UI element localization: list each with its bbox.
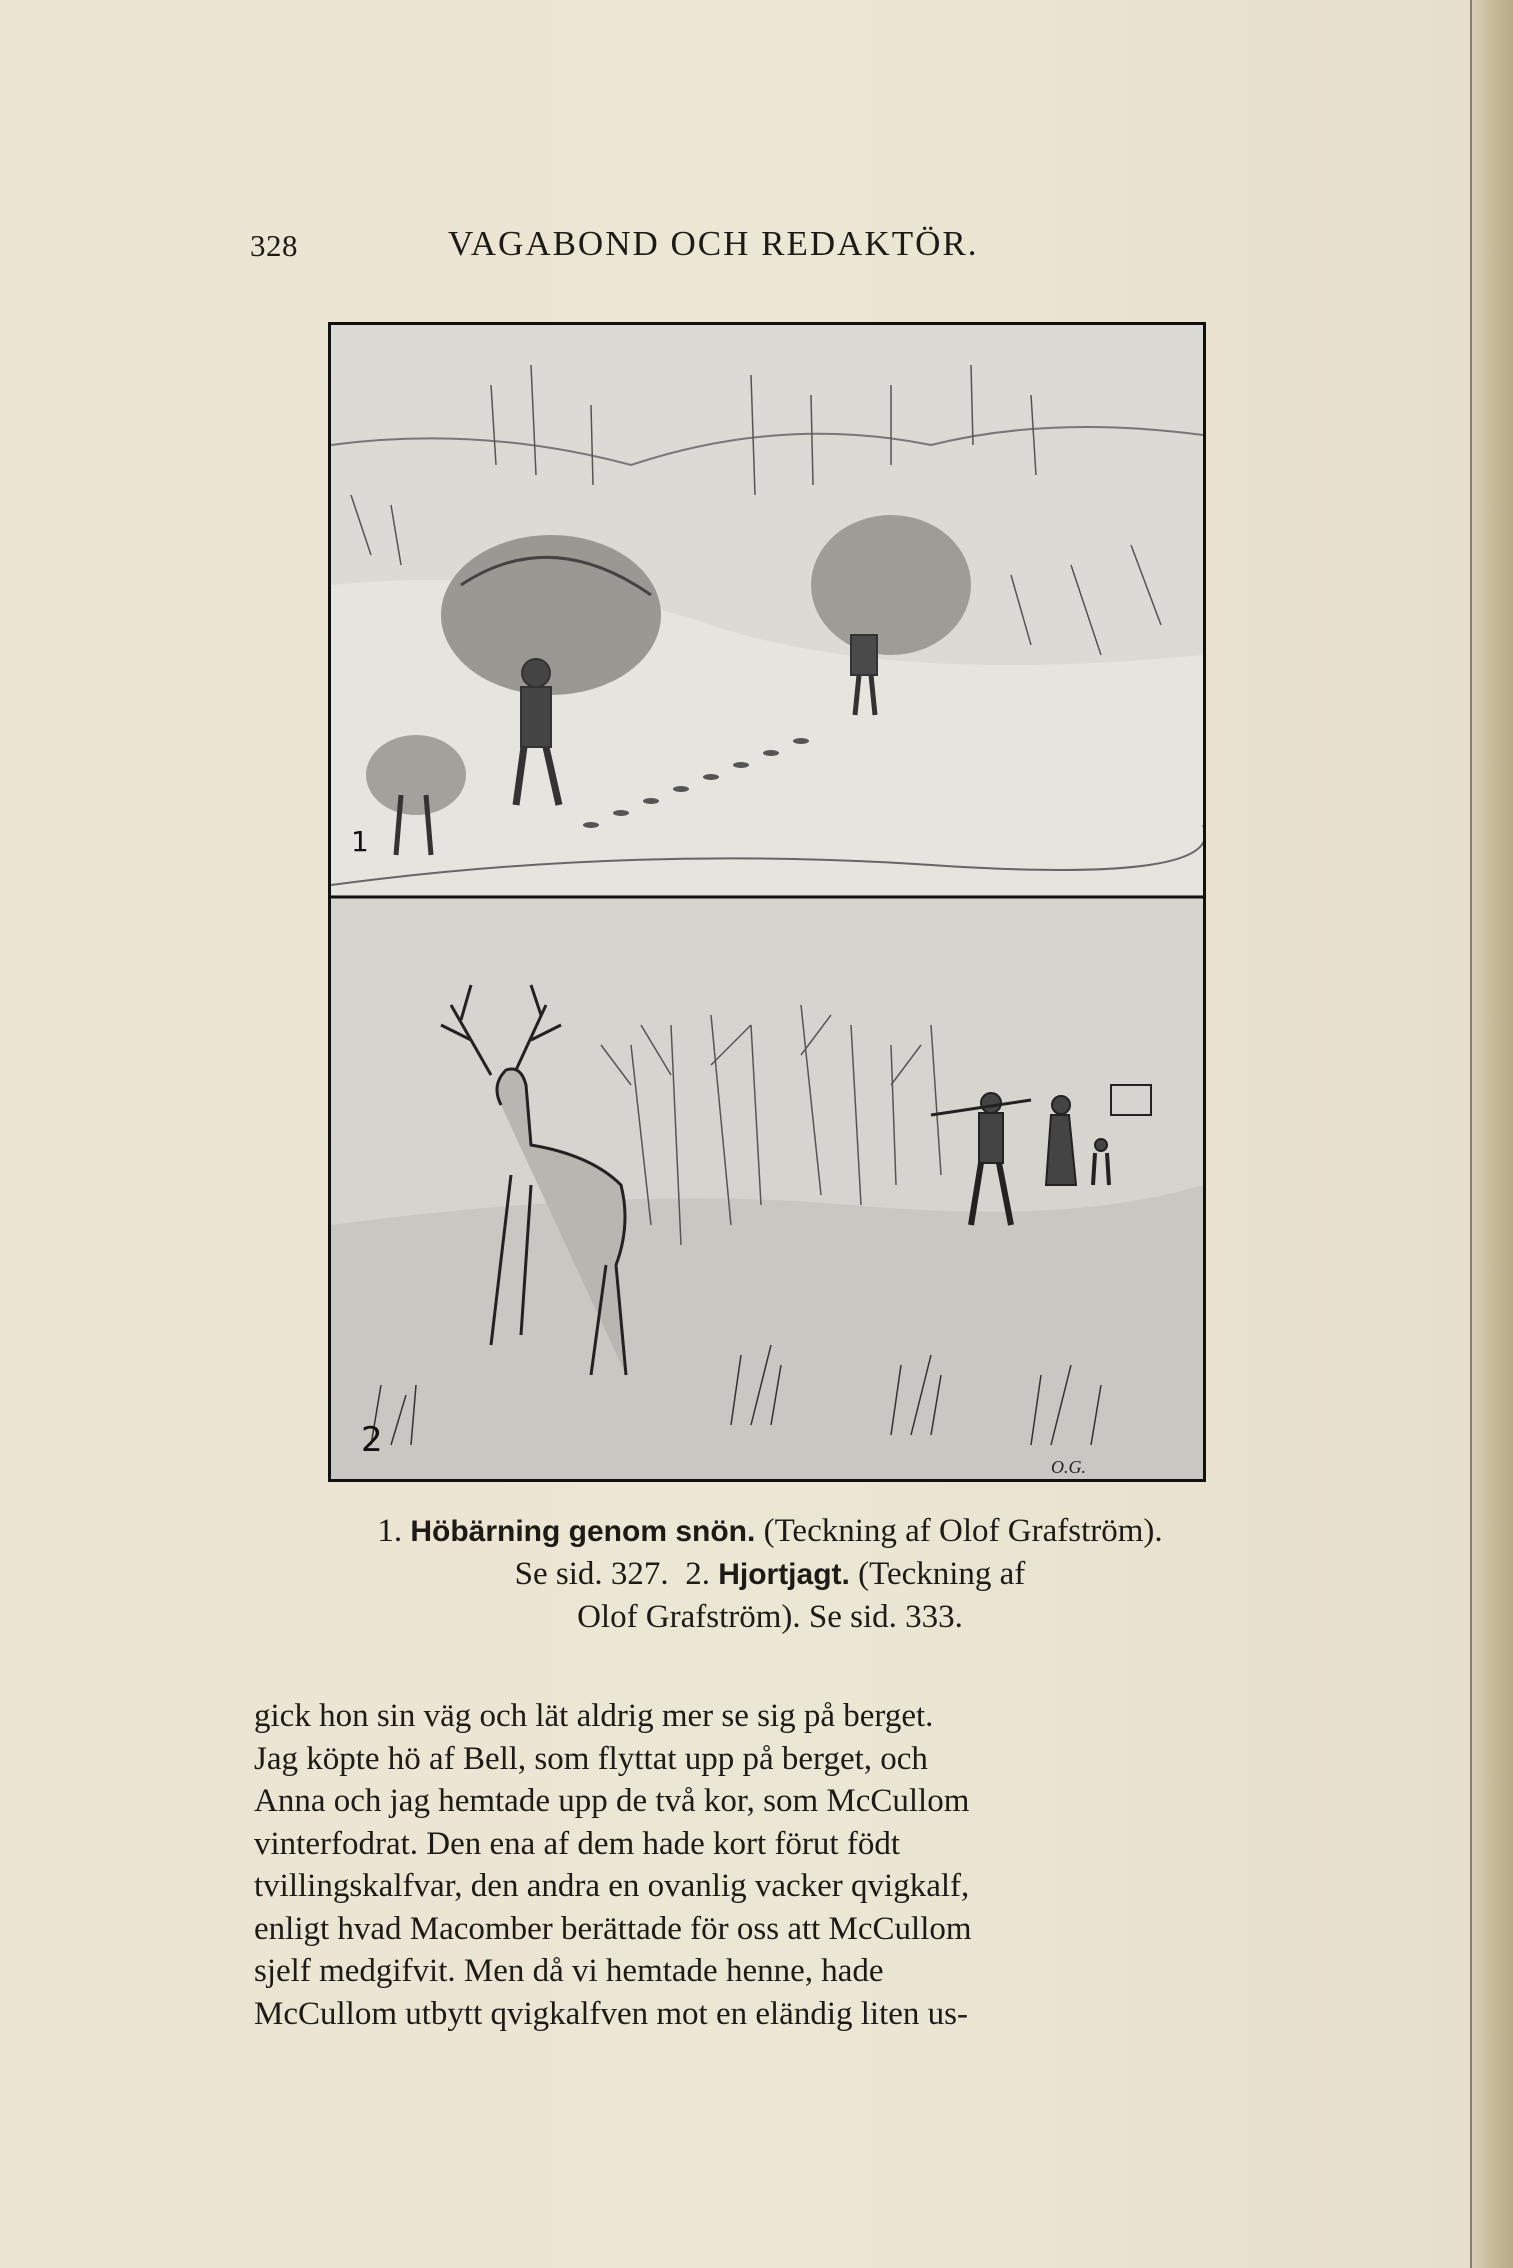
text-line: Jag köpte hö af Bell, som flyttat upp på berget, och (254, 1740, 928, 1777)
panel-1-label: 1 (351, 825, 369, 858)
caption-page-ref-1: Se sid. 327. (514, 1556, 669, 1592)
caption-title-2: Hjortjagt. (718, 1558, 850, 1591)
caption-line-1 (270, 1510, 1270, 1553)
figure-caption (270, 1510, 1270, 1639)
caption-number-1: 1. (377, 1513, 403, 1549)
book-gutter (1470, 0, 1513, 2268)
caption-line-3: Olof Grafström). Se sid. 333. (577, 1599, 963, 1635)
text-line: Anna och jag hemtade upp de två kor, som McCullom (254, 1783, 970, 1819)
text-line: tvillingskalfvar, den andra en ovanlig vacker qvigkalf, (254, 1868, 970, 1904)
body-paragraph (254, 1695, 1274, 2035)
text-line: enligt hvad Macomber berättade för oss att McCullom (254, 1910, 972, 1947)
text-line: gick hon sin väg och lät aldrig mer se sig på berget. (254, 1698, 934, 1734)
panel-2-label: 2 (361, 1420, 383, 1460)
page-number: 328 (250, 228, 298, 263)
artist-signature: O.G. (1051, 1457, 1086, 1477)
text-line: vinterfodrat. Den ena af dem hade kort förut födt (254, 1825, 900, 1862)
text-line: McCullom utbytt qvigkalfven mot en eländig liten us- (254, 1995, 968, 2032)
caption-title-1: Höbärning genom snön. (410, 1515, 756, 1548)
panel-1-hay-carrying (331, 325, 1203, 895)
illustration-drawing (331, 325, 1203, 1479)
running-title: VAGABOND OCH REDAKTÖR. (448, 224, 979, 263)
caption-line-2 (270, 1553, 1270, 1596)
caption-number-2: 2. (685, 1556, 710, 1592)
caption-credit-2: (Teckning af (858, 1556, 1026, 1592)
illustration-figure (328, 322, 1206, 1482)
text-line: sjelf medgifvit. Men då vi hemtade henne, hade (254, 1953, 884, 1989)
panel-2-deer-hunt (331, 899, 1203, 1479)
caption-credit-1: (Teckning af Olof Grafström). (763, 1513, 1163, 1549)
